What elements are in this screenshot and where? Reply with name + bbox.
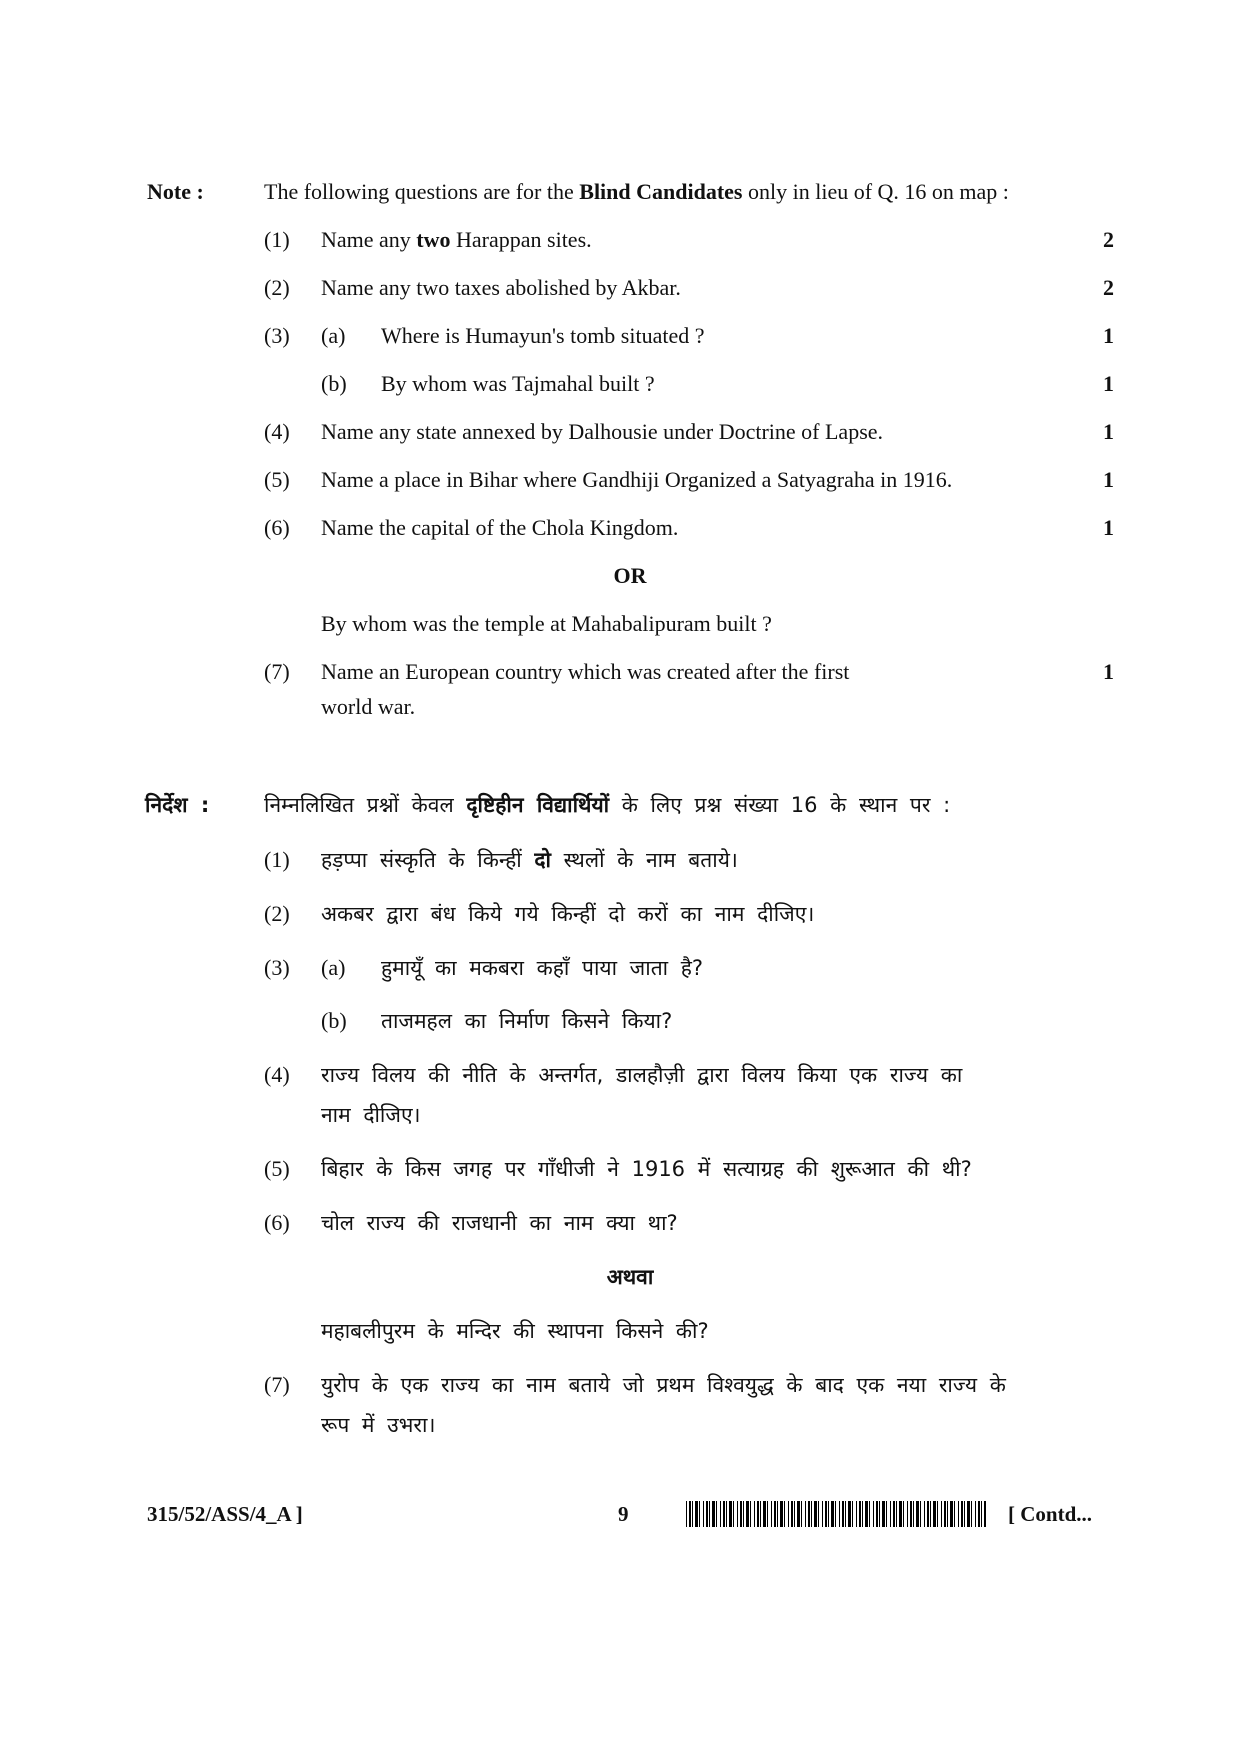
q2-marks: 2 [1103, 275, 1114, 300]
q4-number: (4) [264, 419, 290, 444]
q5-number: (5) [264, 467, 290, 492]
q3a-text: Where is Humayun's tomb situated ? [381, 323, 705, 348]
hindi-q1-pre: हड़प्पा संस्कृति के किन्हीं [321, 848, 535, 872]
hindi-q7-text-line1: युरोप के एक राज्य का नाम बताये जो प्रथम विश्वयुद्ध के बाद एक नया राज्य के [321, 1373, 1006, 1397]
note-text-pre: The following questions are for the [264, 179, 580, 204]
note-text [264, 177, 1009, 207]
hindi-q3a-text: हुमायूँ का मकबरा कहाँ पाया जाता है? [381, 956, 704, 980]
q6-marks: 1 [1103, 515, 1114, 540]
hindi-q4-text-line2: नाम दीजिए। [321, 1103, 421, 1127]
q5-text: Name a place in Bihar where Gandhiji Organized a Satyagraha in 1916. [321, 467, 953, 492]
q1-text-bold: two [416, 227, 451, 252]
hindi-q3b-sub: (b) [321, 1008, 347, 1033]
hindi-q6-text: चोल राज्य की राजधानी का नाम क्या था? [321, 1211, 678, 1235]
hindi-or-heading: अथवा [606, 1265, 654, 1289]
q7-marks: 1 [1103, 659, 1114, 684]
hindi-q1-bold: दो [534, 848, 551, 872]
q6-text: Name the capital of the Chola Kingdom. [321, 515, 679, 540]
q4-text: Name any state annexed by Dalhousie under Doctrine of Lapse. [321, 419, 884, 444]
hindi-note-bold: दृष्टिहीन विद्यार्थियों [466, 793, 610, 817]
q5-marks: 1 [1103, 467, 1114, 492]
note-label: Note : [147, 179, 204, 204]
q3a-marks: 1 [1103, 323, 1114, 348]
hindi-q2-number: (2) [264, 901, 290, 926]
q3b-sub: (b) [321, 371, 347, 396]
q1-number: (1) [264, 227, 290, 252]
q3a-sub: (a) [321, 323, 346, 348]
paper-code: 315/52/ASS/4_A ] [147, 1502, 303, 1526]
q1-text [321, 225, 592, 255]
hindi-q3a-sub: (a) [321, 955, 346, 980]
note-text-post: only in lieu of Q. 16 on map : [742, 179, 1009, 204]
hindi-q4-number: (4) [264, 1062, 290, 1087]
q3b-text: By whom was Tajmahal built ? [381, 371, 655, 396]
hindi-q5-text: बिहार के किस जगह पर गाँधीजी ने 1916 में सत्याग्रह की शुरूआत की थी? [321, 1157, 972, 1181]
hindi-note-label: निर्देश : [145, 793, 210, 817]
hindi-q7-number: (7) [264, 1372, 290, 1397]
note-text-bold: Blind Candidates [579, 179, 743, 204]
hindi-q5-number: (5) [264, 1156, 290, 1181]
q1-text-pre: Name any [321, 227, 417, 252]
hindi-note-post: के लिए प्रश्न संख्या 16 के स्थान पर : [609, 793, 951, 817]
hindi-q2-text: अकबर द्वारा बंध किये गये किन्हीं दो करों का नाम दीजिए। [321, 902, 815, 926]
hindi-q1-number: (1) [264, 847, 290, 872]
hindi-q7-text-line2: रूप में उभरा। [321, 1413, 436, 1437]
hindi-q1-post: स्थलों के नाम बताये। [550, 848, 738, 872]
page-number: 9 [618, 1502, 629, 1526]
q7-number: (7) [264, 659, 290, 684]
hindi-q6-alternative: महाबलीपुरम के मन्दिर की स्थापना किसने की? [321, 1319, 709, 1343]
or-heading: OR [613, 563, 647, 588]
q2-text: Name any two taxes abolished by Akbar. [321, 275, 681, 300]
q2-number: (2) [264, 275, 290, 300]
q3-number: (3) [264, 323, 290, 348]
hindi-q6-number: (6) [264, 1210, 290, 1235]
hindi-q1-text [321, 845, 738, 875]
hindi-q4-text-line1: राज्य विलय की नीति के अन्तर्गत, डालहौज़ी द्वारा विलय किया एक राज्य का [321, 1063, 963, 1087]
q7-text-line1: Name an European country which was created after the first [321, 659, 850, 684]
barcode-icon [686, 1501, 986, 1527]
hindi-q3-number: (3) [264, 955, 290, 980]
q1-text-post: Harappan sites. [450, 227, 592, 252]
contd-label: [ Contd... [1008, 1502, 1093, 1526]
hindi-q3b-text: ताजमहल का निर्माण किसने किया? [381, 1009, 673, 1033]
q7-text-line2: world war. [321, 694, 416, 719]
hindi-note-text [264, 790, 950, 820]
q3b-marks: 1 [1103, 371, 1114, 396]
q6-number: (6) [264, 515, 290, 540]
q6-alternative: By whom was the temple at Mahabalipuram built ? [321, 611, 772, 636]
hindi-note-pre: निम्नलिखित प्रश्नों केवल [264, 793, 467, 817]
q1-marks: 2 [1103, 227, 1114, 252]
q4-marks: 1 [1103, 419, 1114, 444]
